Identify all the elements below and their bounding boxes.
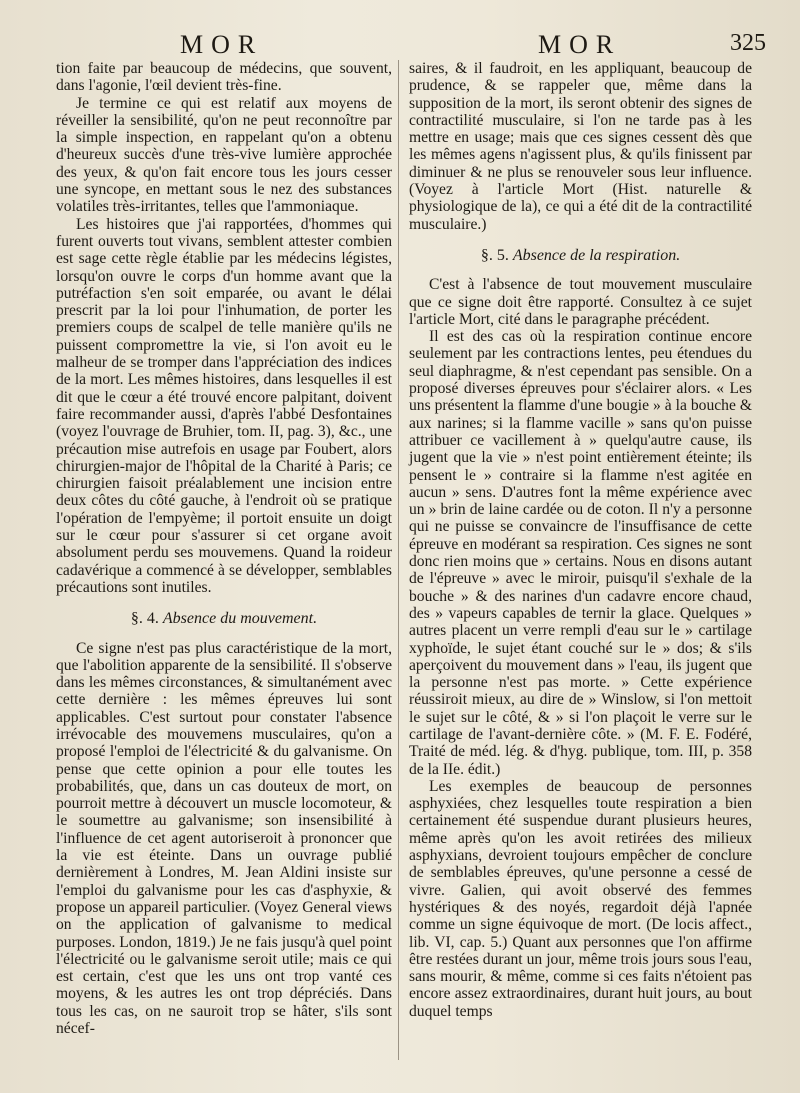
section-number: §. 5. (480, 246, 509, 264)
running-header (0, 30, 800, 64)
paragraph: saires, & il faudroit, en les appliquant, beaucoup de prudence, & se rappeler que, même dans la supposition de la mort, ils seront obtenir des signes de contractilité musculaire, si l'on ne tarde pas à les mettre en usage; mais que ces signes cessent dès que les mêmes agens n'agissent plus, & qu'ils finissent par diminuer & ne plus se renouveler sous leur influence. (Voyez à l'article Mort (Hist. naturelle & physiologique de la), ce qui a été dit de la contractilité musculaire.) (409, 60, 752, 233)
section-heading (409, 247, 752, 264)
paragraph: Les exemples de beaucoup de personnes asphyxiées, chez lesquelles toute respiration a bien certainement été suspendue durant plusieurs heures, même après qu'on les avoit retirées des milieux asphyxians, devroient toujours empêcher de conclure de semblables épreuves, qu'une personne a cessé de vivre. Galien, qui avoit observé des femmes hystériques & des noyés, regardoit déjà l'apnée comme un signe équivoque de mort. (De locis affect., lib. VI, cap. 5.) Quant aux personnes que l'on affirme être restées durant un jour, même trois jours sous l'eau, sans mourir, & même, comme si ces faits n'étoient pas encore assez extraordinaires, durant huit jours, au bout duquel temps (409, 777, 752, 1020)
paragraph: Il est des cas où la respiration continue encore seulement par les contractions lentes, peu étendues du seul diaphragme, & n'est cependant pas sensible. On a proposé diverses épreuves pour s'éclairer alors. « Les uns présentent la flamme d'une bougie » à la bouche & aux narines; si la flamme vacille » sans qu'on puisse attribuer ce vacillement à » quelqu'autre cause, ils jugent que la vie » n'est point entièrement éteinte; ils pensent le » contraire si la flamme n'est agitée en aucun » sens. D'autres font la même expérience avec un » brin de laine cardée ou de coton. Il n'y a personne qui ne puisse se convaincre de l'insuffisance de cette épreuve en modérant sa respiration. Ces signes ne sont donc rien moins que » certains. Nous en disons autant de l'épreuve » avec le miroir, puisqu'il s'exhale de la bouche » & des narines d'un cadavre encore chaud, des » vapeurs capables de ternir la glace. Quelques » autres placent un verre rempli d'eau sur le » cartilage xyphoïde, le sujet étant couché sur le » dos; & s'ils aperçoivent du mouvement dans » l'eau, ils jugent que la personne n'est pas morte. » Cette expérience réussiroit mieux, au dire de » Winslow, si l'on mettoit le sujet sur le côté, & » si l'on plaçoit le verre sur le cartilage de l'avant-dernière côte. » (M. F. E. Fodéré, Traité de méd. lég. & d'hyg. publique, tom. III, p. 358 de la IIe. édit.) (409, 328, 752, 778)
section-title: Absence de la respiration. (512, 246, 681, 264)
paragraph: tion faite par beaucoup de médecins, que souvent, dans l'agonie, l'œil devient très-fine. (56, 60, 392, 95)
left-running-title: MOR (180, 30, 264, 59)
right-column (409, 60, 752, 1020)
section-number: §. 4. (130, 610, 159, 628)
section-title: Absence du mouvement. (162, 610, 318, 628)
column-divider (398, 60, 399, 1060)
paragraph: Ce signe n'est pas plus caractéristique de la mort, que l'abolition apparente de la sensibilité. Il s'observe dans les mêmes circonstances, & simultanément avec cette dernière : les mêmes épreuves lui sont applicables. C'est surtout pour constater l'absence irrévocable des mouvemens musculaires, qu'on a proposé l'emploi de l'électricité & du galvanisme. On pense que cette opinion a pour elle toutes les probabilités, que, dans un cas douteux de mort, on pourroit mettre à découvert un muscle locomoteur, & le soumettre au galvanisme; son insensibilité à l'influence de cet agent autoriseroit à prononcer que la vie est éteinte. Dans un ouvrage publié dernièrement à Londres, M. Jean Aldini insiste sur l'emploi du galvanisme pour les cas d'asphyxie, & propose un appareil particulier. (Voyez General views on the application of galvanisme to medical purposes. London, 1819.) Je ne fais jusqu'à quel point l'électricité ou le galvanisme seroit utile; mais ce qui est certain, c'est que les uns ont trop vanté ces moyens, & les autres les ont trop dépréciés. Dans tous les cas, on ne sauroit trop se hâter, s'ils sont nécef- (56, 639, 392, 1038)
left-column (56, 60, 392, 1037)
paragraph: C'est à l'absence de tout mouvement musculaire que ce signe doit être rapporté. Consultez à ce sujet l'article Mort, cité dans le paragraphe précédent. (409, 276, 752, 328)
section-heading (56, 610, 392, 627)
paragraph: Les histoires que j'ai rapportées, d'hommes qui furent ouverts tout vivans, semblent attester combien est sage cette règle établie par les médecins légistes, lorsqu'on ouvre le corps d'un homme avant que la putréfaction s'en soit emparée, ou avant le délai prescrit par la loi pour l'inhumation, de porter les premiers coups de scalpel de telle manière qu'ils ne puissent compromettre la vie, si l'on avoit eu le malheur de se tromper dans l'appréciation des indices de la mort. Les mêmes histoires, dans lesquelles il est dit que le cœur a été trouvé encore palpitant, doivent faire recommander aussi, d'après l'abbé Desfontaines (voyez l'ouvrage de Bruhier, tom. II, pag. 3), &c., une précaution mise autrefois en usage par Foubert, alors chirurgien-major de l'hôpital de la Charité à Paris; ce chirurgien faisoit préalablement une incision entre deux côtes du côté gauche, à l'endroit où se pratique l'opération de l'empyème; il portoit ensuite un doigt sur le cœur pour s'assurer si cet organe avoit absolument perdu ses mouvemens. Quand la roideur cadavérique a commencé à se développer, semblables précautions sont inutiles. (56, 215, 392, 596)
paragraph: Je termine ce qui est relatif aux moyens de réveiller la sensibilité, qu'on ne peut reconnoître par la simple inspection, en rappelant qu'on a obtenu d'heureux succès d'une très-vive lumière approchée des yeux, & qu'on fait encore tous les jours cesser une syncope, en mettant sous le nez des substances volatiles très-irritantes, telles que l'ammoniaque. (56, 94, 392, 216)
right-running-title: MOR (538, 30, 622, 59)
page-number: 325 (730, 30, 766, 56)
